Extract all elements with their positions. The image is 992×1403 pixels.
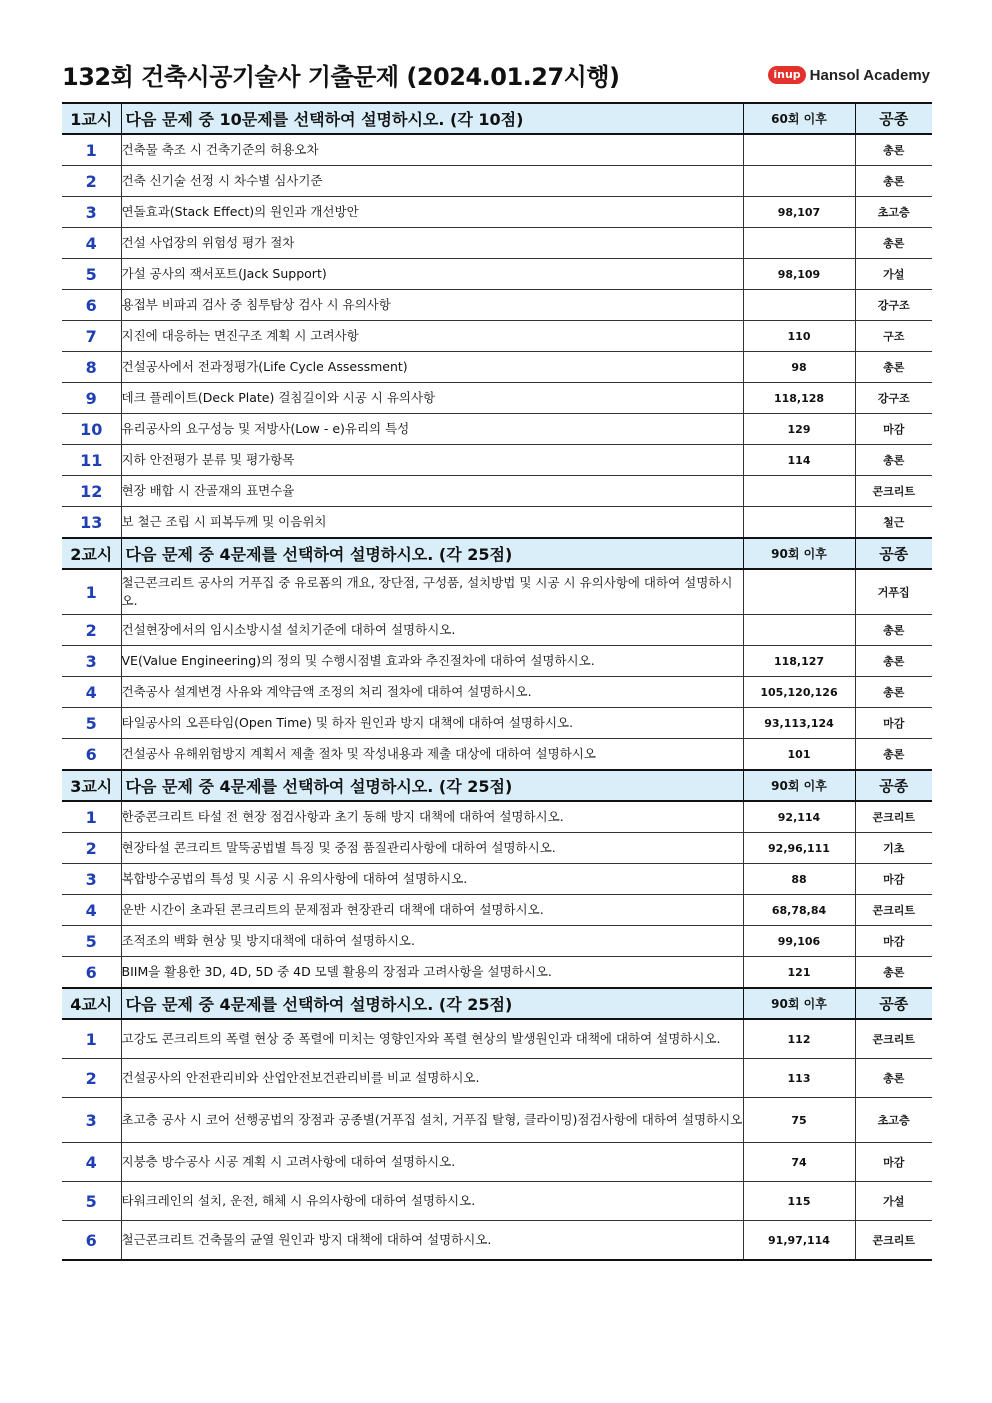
question-row <box>62 957 932 989</box>
question-text: 한중콘크리트 타설 전 현장 점검사항과 초기 동해 방지 대책에 대하여 설명하시오. <box>121 801 743 833</box>
question-previous-rounds: 112 <box>743 1019 855 1059</box>
question-number: 6 <box>62 739 121 771</box>
question-category: 총론 <box>855 615 932 646</box>
question-text: 건설공사 유해위험방지 계획서 제출 절차 및 작성내용과 제출 대상에 대하여 설명하시오 <box>121 739 743 771</box>
question-number: 5 <box>62 926 121 957</box>
question-text: 철근콘크리트 공사의 거푸집 중 유로폼의 개요, 장단점, 구성품, 설치방법 및 시공 시 유의사항에 대하여 설명하시오. <box>121 569 743 615</box>
question-category: 총론 <box>855 646 932 677</box>
question-previous-rounds: 118,128 <box>743 383 855 414</box>
question-number: 3 <box>62 864 121 895</box>
question-category: 가설 <box>855 259 932 290</box>
question-number: 11 <box>62 445 121 476</box>
question-row <box>62 290 932 321</box>
question-text: 지하 안전평가 분류 및 평가항목 <box>121 445 743 476</box>
question-text: 용접부 비파괴 검사 중 침투탐상 검사 시 유의사항 <box>121 290 743 321</box>
question-row <box>62 197 932 228</box>
question-previous-rounds: 115 <box>743 1182 855 1221</box>
section-label: 4교시 <box>62 988 121 1019</box>
question-category: 강구조 <box>855 383 932 414</box>
question-row <box>62 646 932 677</box>
section-category-header: 공종 <box>855 538 932 569</box>
question-previous-rounds: 91,97,114 <box>743 1221 855 1261</box>
brand-name: Hansol Academy <box>809 66 930 84</box>
question-row <box>62 383 932 414</box>
section-instruction: 다음 문제 중 4문제를 선택하여 설명하시오. (각 25점) <box>121 770 743 801</box>
question-previous-rounds: 68,78,84 <box>743 895 855 926</box>
section-header <box>62 103 932 134</box>
question-text: 데크 플레이트(Deck Plate) 걸침길이와 시공 시 유의사항 <box>121 383 743 414</box>
question-category: 가설 <box>855 1182 932 1221</box>
question-row <box>62 708 932 739</box>
question-number: 6 <box>62 1221 121 1261</box>
question-row <box>62 352 932 383</box>
question-category: 총론 <box>855 134 932 166</box>
question-row <box>62 1182 932 1221</box>
question-previous-rounds: 110 <box>743 321 855 352</box>
question-category: 콘크리트 <box>855 801 932 833</box>
question-previous-rounds: 129 <box>743 414 855 445</box>
question-row <box>62 615 932 646</box>
question-number: 12 <box>62 476 121 507</box>
question-category: 강구조 <box>855 290 932 321</box>
question-text: 보 철근 조립 시 피복두께 및 이음위치 <box>121 507 743 539</box>
question-previous-rounds <box>743 166 855 197</box>
question-number: 1 <box>62 801 121 833</box>
question-row <box>62 166 932 197</box>
question-row <box>62 833 932 864</box>
question-row <box>62 677 932 708</box>
question-text: 건축공사 설계변경 사유와 계약금액 조정의 처리 절차에 대하여 설명하시오. <box>121 677 743 708</box>
question-previous-rounds: 121 <box>743 957 855 989</box>
question-previous-rounds <box>743 228 855 259</box>
section-category-header: 공종 <box>855 988 932 1019</box>
question-text: VE(Value Engineering)의 정의 및 수행시점별 효과와 추진절차에 대하여 설명하시오. <box>121 646 743 677</box>
question-row <box>62 1098 932 1143</box>
question-previous-rounds <box>743 476 855 507</box>
question-number: 3 <box>62 1098 121 1143</box>
question-text: 건축물 축조 시 건축기준의 허용오차 <box>121 134 743 166</box>
question-previous-rounds: 88 <box>743 864 855 895</box>
question-number: 4 <box>62 1143 121 1182</box>
section-instruction: 다음 문제 중 4문제를 선택하여 설명하시오. (각 25점) <box>121 538 743 569</box>
question-text: 운반 시간이 초과된 콘크리트의 문제점과 현장관리 대책에 대하여 설명하시오. <box>121 895 743 926</box>
question-number: 5 <box>62 259 121 290</box>
question-previous-rounds: 98 <box>743 352 855 383</box>
question-previous-rounds: 74 <box>743 1143 855 1182</box>
question-number: 1 <box>62 569 121 615</box>
question-row <box>62 1221 932 1261</box>
question-row <box>62 259 932 290</box>
question-category: 마감 <box>855 414 932 445</box>
question-text: 지진에 대응하는 면진구조 계획 시 고려사항 <box>121 321 743 352</box>
question-text: 건설 사업장의 위험성 평가 절차 <box>121 228 743 259</box>
question-category: 콘크리트 <box>855 1221 932 1261</box>
section-category-header: 공종 <box>855 103 932 134</box>
question-number: 10 <box>62 414 121 445</box>
question-text: 현장타설 콘크리트 말뚝공법별 특징 및 중점 품질관리사항에 대하여 설명하시오. <box>121 833 743 864</box>
question-text: BIIM을 활용한 3D, 4D, 5D 중 4D 모델 활용의 장점과 고려사항을 설명하시오. <box>121 957 743 989</box>
question-number: 2 <box>62 1059 121 1098</box>
question-text: 현장 배합 시 잔골재의 표면수율 <box>121 476 743 507</box>
question-text: 건설현장에서의 임시소방시설 설치기준에 대하여 설명하시오. <box>121 615 743 646</box>
section-label: 2교시 <box>62 538 121 569</box>
question-text: 지붕층 방수공사 시공 계획 시 고려사항에 대하여 설명하시오. <box>121 1143 743 1182</box>
question-category: 철근 <box>855 507 932 539</box>
question-previous-rounds <box>743 134 855 166</box>
section-header <box>62 770 932 801</box>
question-category: 마감 <box>855 926 932 957</box>
question-previous-rounds: 75 <box>743 1098 855 1143</box>
question-number: 5 <box>62 708 121 739</box>
question-category: 콘크리트 <box>855 1019 932 1059</box>
question-row <box>62 445 932 476</box>
question-number: 8 <box>62 352 121 383</box>
question-previous-rounds: 92,96,111 <box>743 833 855 864</box>
question-text: 가설 공사의 잭서포트(Jack Support) <box>121 259 743 290</box>
question-row <box>62 228 932 259</box>
page-header <box>62 60 932 98</box>
question-previous-rounds: 114 <box>743 445 855 476</box>
section-ref-header: 90회 이후 <box>743 988 855 1019</box>
question-previous-rounds <box>743 507 855 539</box>
question-text: 연돌효과(Stack Effect)의 원인과 개선방안 <box>121 197 743 228</box>
section-ref-header: 90회 이후 <box>743 538 855 569</box>
question-number: 7 <box>62 321 121 352</box>
question-category: 총론 <box>855 957 932 989</box>
question-category: 초고층 <box>855 197 932 228</box>
question-category: 마감 <box>855 864 932 895</box>
question-category: 거푸집 <box>855 569 932 615</box>
question-previous-rounds: 101 <box>743 739 855 771</box>
question-number: 3 <box>62 646 121 677</box>
question-previous-rounds: 92,114 <box>743 801 855 833</box>
page-title: 132회 건축시공기술사 기출문제 (2024.01.27시행) <box>62 63 620 91</box>
question-row <box>62 739 932 771</box>
question-number: 4 <box>62 895 121 926</box>
question-row <box>62 321 932 352</box>
question-previous-rounds: 118,127 <box>743 646 855 677</box>
question-previous-rounds <box>743 290 855 321</box>
brand-logo <box>768 66 930 84</box>
question-row <box>62 569 932 615</box>
question-text: 타워크레인의 설치, 운전, 해체 시 유의사항에 대하여 설명하시오. <box>121 1182 743 1221</box>
section-header <box>62 538 932 569</box>
question-category: 구조 <box>855 321 932 352</box>
question-previous-rounds: 98,107 <box>743 197 855 228</box>
question-text: 건축 신기술 선정 시 차수별 심사기준 <box>121 166 743 197</box>
question-category: 마감 <box>855 708 932 739</box>
question-text: 복합방수공법의 특성 및 시공 시 유의사항에 대하여 설명하시오. <box>121 864 743 895</box>
question-category: 총론 <box>855 1059 932 1098</box>
question-row <box>62 1143 932 1182</box>
question-text: 철근콘크리트 건축물의 균열 원인과 방지 대책에 대하여 설명하시오. <box>121 1221 743 1261</box>
section-label: 1교시 <box>62 103 121 134</box>
question-previous-rounds <box>743 615 855 646</box>
section-label: 3교시 <box>62 770 121 801</box>
question-row <box>62 507 932 539</box>
question-previous-rounds <box>743 569 855 615</box>
question-category: 총론 <box>855 228 932 259</box>
question-previous-rounds: 113 <box>743 1059 855 1098</box>
question-row <box>62 476 932 507</box>
section-category-header: 공종 <box>855 770 932 801</box>
question-row <box>62 864 932 895</box>
question-previous-rounds: 93,113,124 <box>743 708 855 739</box>
question-row <box>62 1059 932 1098</box>
question-text: 초고층 공사 시 코어 선행공법의 장점과 공종별(거푸집 설치, 거푸집 탈형, 클라이밍)점검사항에 대하여 설명하시오 <box>121 1098 743 1143</box>
question-category: 콘크리트 <box>855 476 932 507</box>
question-number: 2 <box>62 166 121 197</box>
question-number: 6 <box>62 290 121 321</box>
section-instruction: 다음 문제 중 4문제를 선택하여 설명하시오. (각 25점) <box>121 988 743 1019</box>
question-text: 고강도 콘크리트의 폭렬 현상 중 폭렬에 미치는 영향인자와 폭렬 현상의 발생원인과 대책에 대하여 설명하시오. <box>121 1019 743 1059</box>
question-text: 타일공사의 오픈타임(Open Time) 및 하자 원인과 방지 대책에 대하여 설명하시오. <box>121 708 743 739</box>
exam-table <box>62 102 932 1261</box>
question-text: 조적조의 백화 현상 및 방지대책에 대하여 설명하시오. <box>121 926 743 957</box>
section-ref-header: 60회 이후 <box>743 103 855 134</box>
question-number: 5 <box>62 1182 121 1221</box>
question-category: 초고층 <box>855 1098 932 1143</box>
question-number: 1 <box>62 134 121 166</box>
question-category: 총론 <box>855 739 932 771</box>
question-number: 2 <box>62 615 121 646</box>
question-category: 총론 <box>855 352 932 383</box>
question-category: 콘크리트 <box>855 895 932 926</box>
question-row <box>62 801 932 833</box>
question-previous-rounds: 99,106 <box>743 926 855 957</box>
section-instruction: 다음 문제 중 10문제를 선택하여 설명하시오. (각 10점) <box>121 103 743 134</box>
section-ref-header: 90회 이후 <box>743 770 855 801</box>
question-category: 기초 <box>855 833 932 864</box>
question-number: 2 <box>62 833 121 864</box>
question-number: 4 <box>62 677 121 708</box>
question-number: 3 <box>62 197 121 228</box>
question-text: 건설공사의 안전관리비와 산업안전보건관리비를 비교 설명하시오. <box>121 1059 743 1098</box>
question-category: 총론 <box>855 166 932 197</box>
question-number: 4 <box>62 228 121 259</box>
question-row <box>62 134 932 166</box>
question-row <box>62 1019 932 1059</box>
question-category: 총론 <box>855 677 932 708</box>
question-previous-rounds: 98,109 <box>743 259 855 290</box>
question-number: 13 <box>62 507 121 539</box>
section-header <box>62 988 932 1019</box>
question-number: 9 <box>62 383 121 414</box>
question-row <box>62 895 932 926</box>
question-category: 마감 <box>855 1143 932 1182</box>
question-text: 건설공사에서 전과정평가(Life Cycle Assessment) <box>121 352 743 383</box>
question-category: 총론 <box>855 445 932 476</box>
question-row <box>62 414 932 445</box>
brand-badge: inup <box>768 66 805 84</box>
question-number: 6 <box>62 957 121 989</box>
question-row <box>62 926 932 957</box>
question-previous-rounds: 105,120,126 <box>743 677 855 708</box>
question-text: 유리공사의 요구성능 및 저방사(Low - e)유리의 특성 <box>121 414 743 445</box>
question-number: 1 <box>62 1019 121 1059</box>
